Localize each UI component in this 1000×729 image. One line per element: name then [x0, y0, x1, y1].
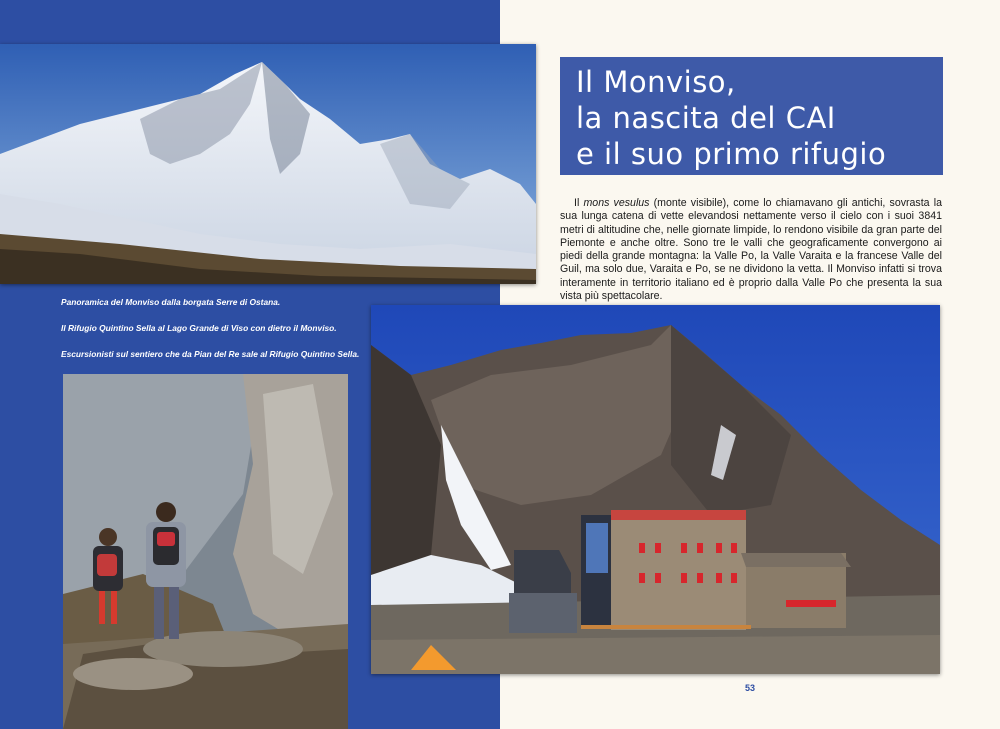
article-body-text	[560, 197, 942, 303]
body-segment-3: (monte visibile), come lo chiamavano gli antichi, sovrasta la sua lunga catena di vette elevandosi nettamente verso il cielo con i suoi 3841 metri di altitudine che, nelle giornate limpide, lo rendono visibile da gran parte del Piemonte e anche oltre. Sono tre le valli che geograficamente convergono ai piedi della grande montagna: la Valle Po, la Valle Varaita e la francese Valle del Guil, ma solo due, Varaita e Po, se ne dividono la vetta. Il Monviso infatti si trova interamente in territorio italiano ed è proprio dalla Valle Po che presenta la sua vista più spettacolare.	[560, 197, 942, 303]
caption-hikers: Escursionisti sul sentiero che da Pian del Re sale al Rifugio Quintino Sella.	[61, 349, 360, 359]
caption-panorama: Panoramica del Monviso dalla borgata Serre di Ostana.	[61, 297, 281, 307]
caption-rifugio: Il Rifugio Quintino Sella al Lago Grande di Viso con dietro il Monviso.	[61, 323, 337, 333]
rifugio-quintino-sella-photo	[371, 305, 940, 674]
title-line-1: Il Monviso,	[576, 65, 736, 99]
monviso-panorama-photo	[0, 44, 536, 284]
hikers-trail-photo	[63, 374, 348, 729]
body-segment-latin-name: mons vesulus	[583, 197, 650, 209]
article-title-box	[560, 57, 943, 175]
title-line-3: e il suo primo rifugio	[576, 137, 887, 171]
title-line-2: la nascita del CAI	[576, 101, 836, 135]
body-segment-1: Il	[574, 197, 584, 209]
page-number: 53	[745, 683, 756, 693]
